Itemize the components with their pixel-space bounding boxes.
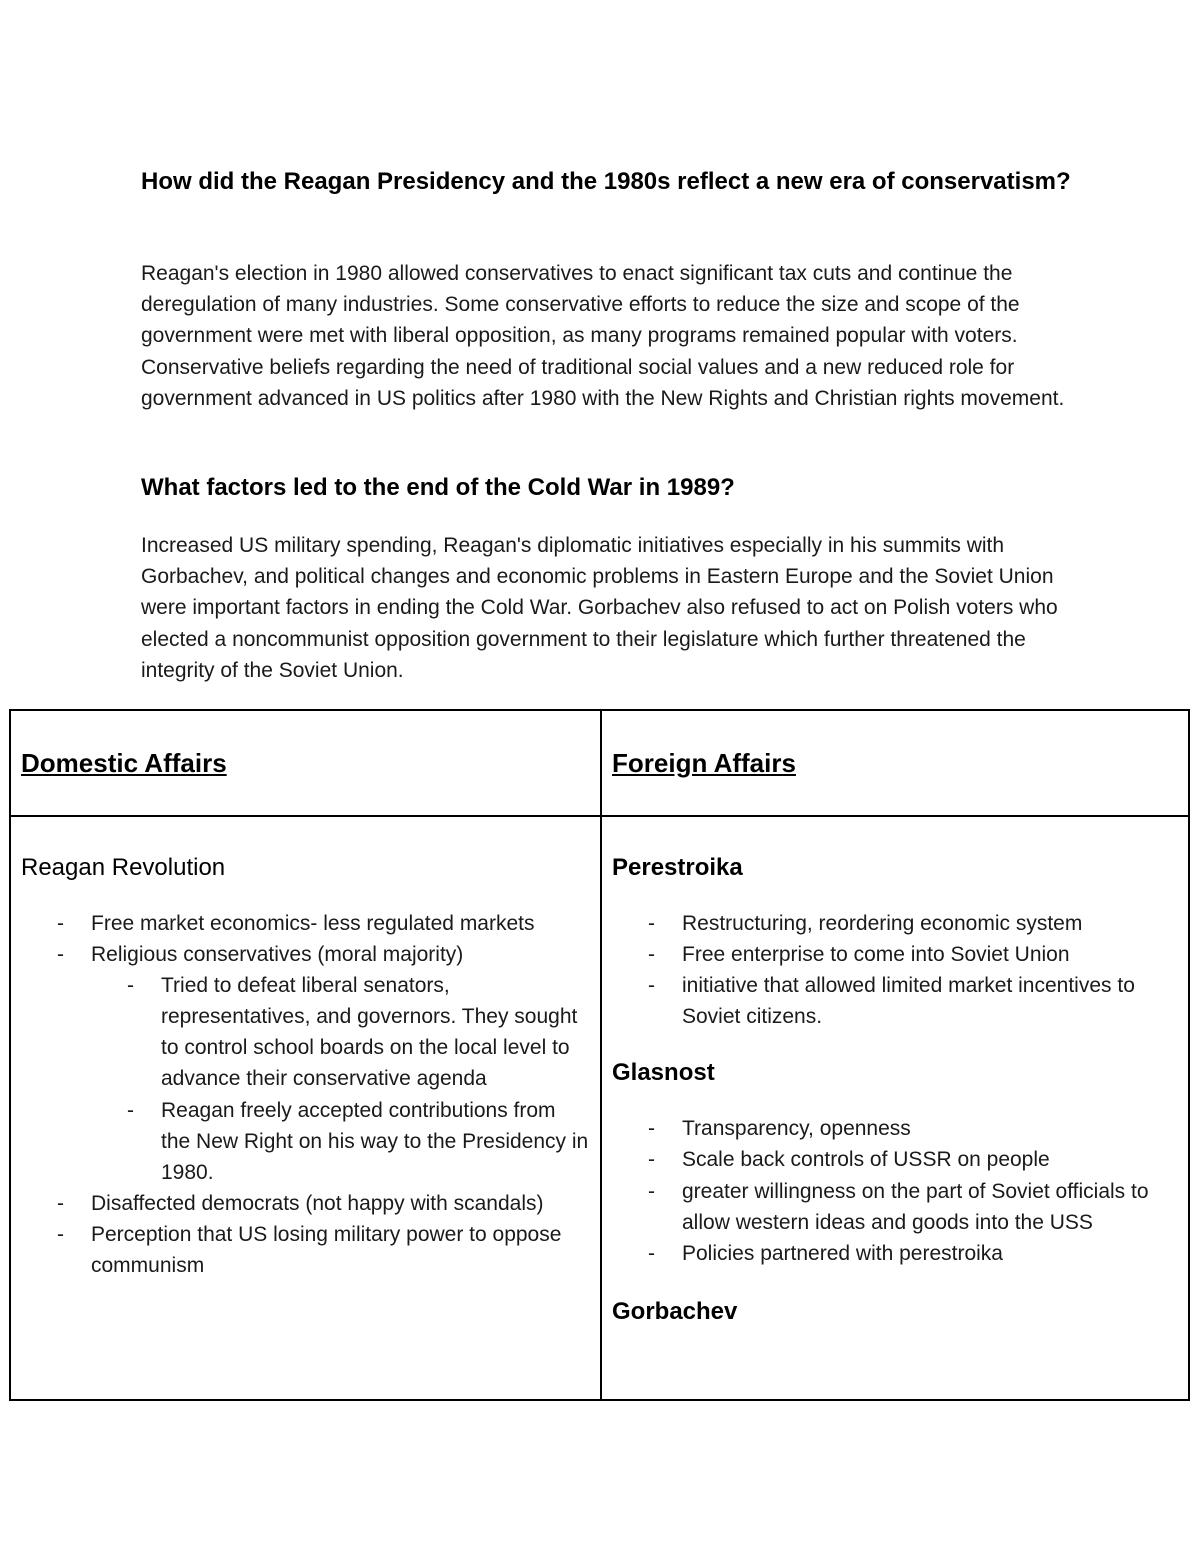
list-item: - greater willingness on the part of Soviet officials to allow western ideas and goods into the USS [612, 1176, 1178, 1238]
list-item: - initiative that allowed limited market incentives to Soviet citizens. [612, 970, 1178, 1032]
list-item: - Disaffected democrats (not happy with scandals) [21, 1188, 590, 1219]
list-item: - Transparency, openness [612, 1113, 1178, 1144]
gorbachev-title: Gorbachev [612, 1297, 738, 1325]
domestic-header-cell [10, 710, 601, 816]
question-heading-cold-war: What factors led to the end of the Cold War in 1989? [141, 474, 735, 501]
list-item: - Policies partnered with perestroika [612, 1238, 1178, 1269]
domestic-cell [10, 816, 601, 1400]
list-item: - Tried to defeat liberal senators, representatives, and governors. They sought to control school boards on the local level to advance their conservative agenda [91, 970, 590, 1094]
table-body-row [10, 816, 1189, 1400]
affairs-table [9, 709, 1190, 1401]
table-header-row [10, 710, 1189, 816]
domestic-list [21, 908, 590, 1281]
glasnost-title: Glasnost [612, 1059, 715, 1087]
question-heading-reagan: How did the Reagan Presidency and the 1980s reflect a new era of conservatism? [141, 168, 1071, 195]
perestroika-title: Perestroika [612, 854, 743, 881]
religious-sublist [91, 970, 590, 1188]
list-item: - Religious conservatives (moral majority) - Tried to defeat liberal senators, representatives, and governors. They sought to control school boards on the local level to advance their conservative agenda - Reagan freely accepted contributions from the New Right on his way to the Presidency in 1980. [21, 939, 590, 1188]
list-item: - Scale back controls of USSR on people [612, 1144, 1178, 1175]
answer-cold-war: Increased US military spending, Reagan's diplomatic initiatives especially in his summits with Gorbachev, and political changes and economic problems in Eastern Europe and the Soviet Union were important factors in ending the Cold War. Gorbachev also refused to act on Polish voters who elected a noncommunist opposition government to their legislature which further threatened the integrity of the Soviet Union. [141, 534, 1058, 682]
list-item: - Reagan freely accepted contributions from the New Right on his way to the Presidency in 1980. [91, 1095, 590, 1188]
foreign-affairs-header: Foreign Affairs [612, 747, 796, 778]
answer-reagan: Reagan's election in 1980 allowed conservatives to enact significant tax cuts and continue the deregulation of many industries. Some conservative efforts to reduce the size and scope of the government were met with liberal opposition, as many programs remained popular with voters. Conservative beliefs regarding the need of traditional social values and a new reduced role for government advanced in US politics after 1980 with the New Rights and Christian rights movement. [141, 262, 1065, 410]
list-item: - Restructuring, reordering economic system [612, 908, 1178, 939]
list-item: - Free market economics- less regulated markets [21, 908, 590, 939]
glasnost-list [612, 1113, 1178, 1268]
list-item: - Free enterprise to come into Soviet Union [612, 939, 1178, 970]
reagan-revolution-title: Reagan Revolution [21, 854, 226, 881]
foreign-cell [601, 816, 1189, 1400]
list-item: - Perception that US losing military power to oppose communism [21, 1219, 590, 1281]
perestroika-list [612, 908, 1178, 1032]
foreign-header-cell [601, 710, 1189, 816]
domestic-affairs-header: Domestic Affairs [21, 747, 227, 778]
